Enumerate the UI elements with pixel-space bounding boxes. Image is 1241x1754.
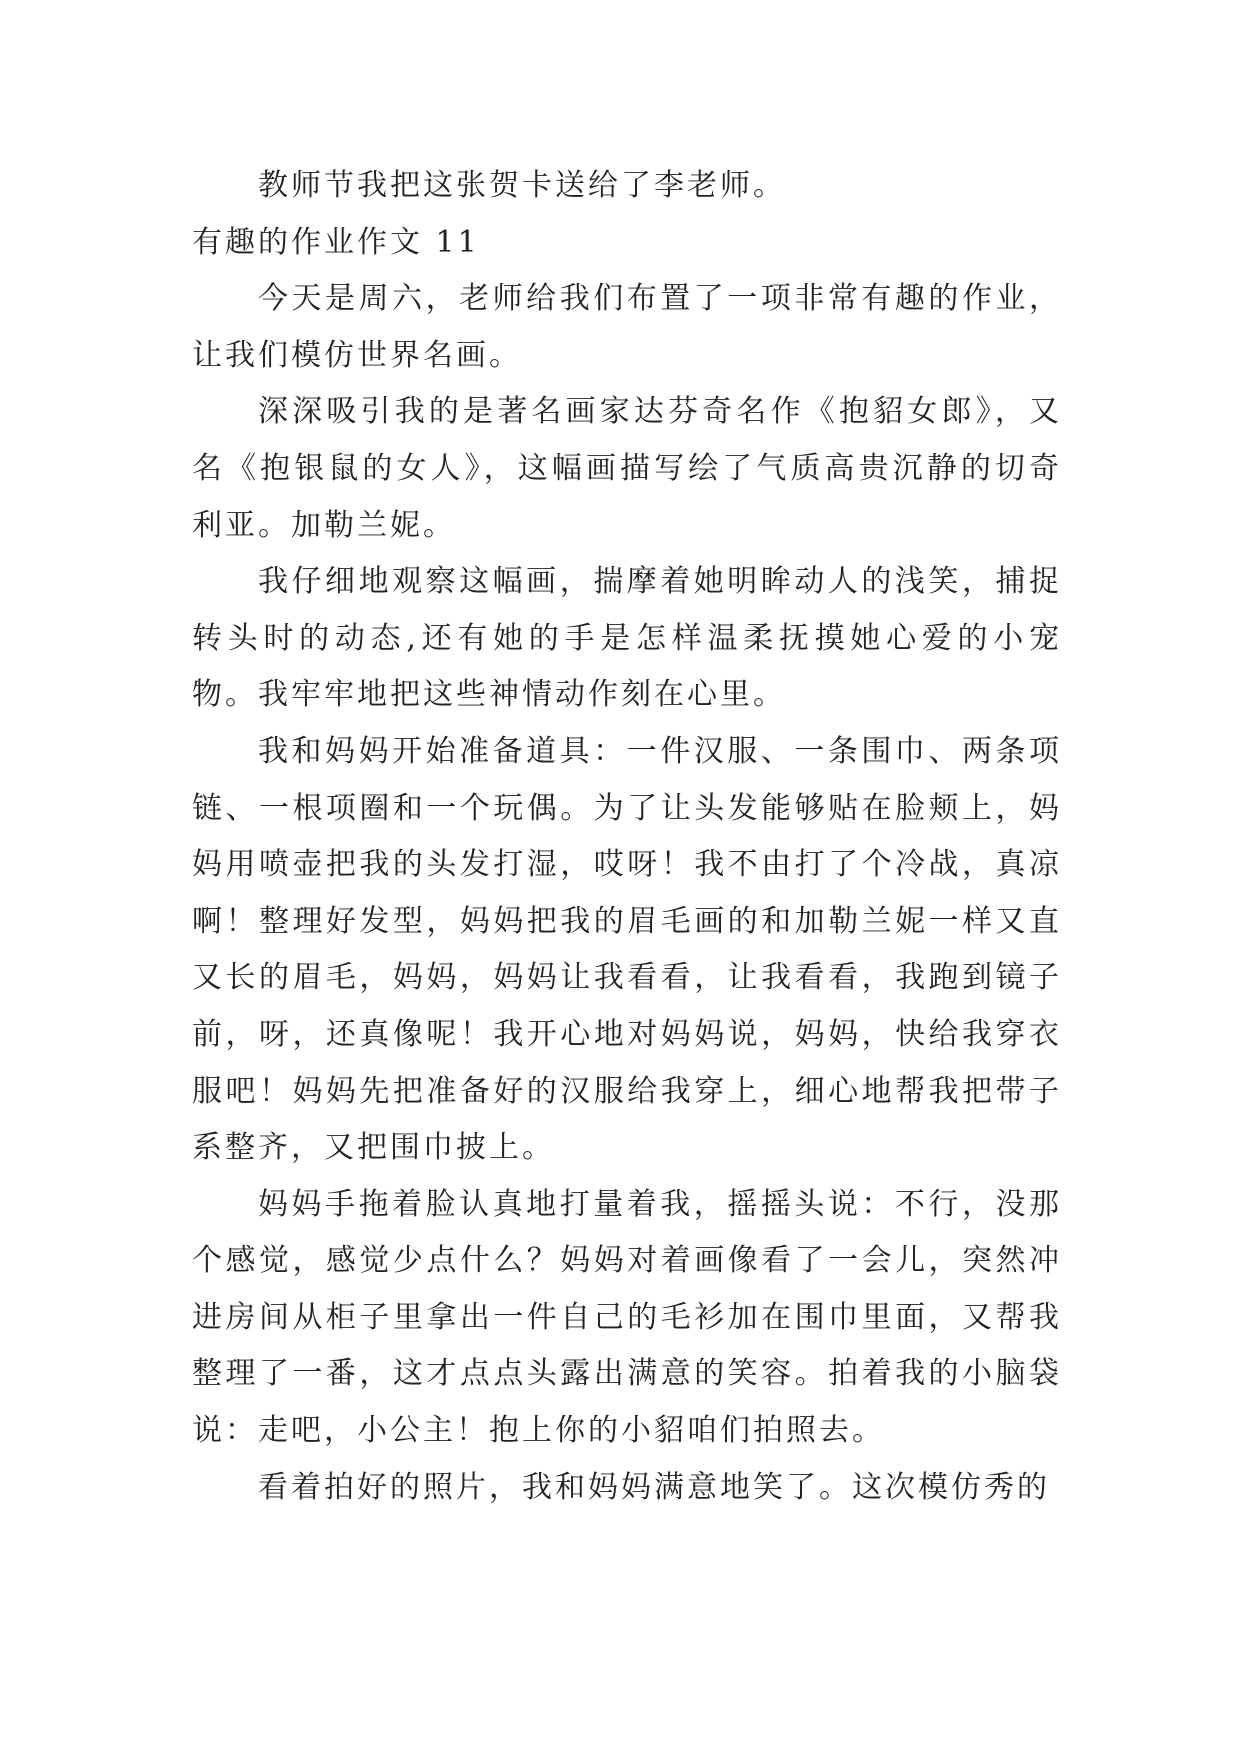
- paragraph: 我仔细地观察这幅画，揣摩着她明眸动人的浅笑，捕捉转头时的动态,还有她的手是怎样温柔抚摸她心爱的小宠物。我牢牢地把这些神情动作刻在心里。: [192, 564, 1062, 713]
- essay-title: 有趣的作业作文 11: [192, 224, 480, 260]
- document-body: [192, 158, 1062, 1516]
- paragraph: 教师节我把这张贺卡送给了李老师。: [258, 168, 786, 203]
- paragraph: 我和妈妈开始准备道具：一件汉服、一条围巾、两条项链、一根项圈和一个玩偶。为了让头发能够贴在脸颊上，妈妈用喷壶把我的头发打湿，哎呀！我不由打了个冷战，真凉啊！整理好发型，妈妈把我的眉毛画的和加勒兰妮一样又直又长的眉毛，妈妈，妈妈让我看看，让我看看，我跑到镜子前，呀，还真像呢！我开心地对妈妈说，妈妈，快给我穿衣服吧！妈妈先把准备好的汉服给我穿上，细心地帮我把带子系整齐，又把围巾披上。: [192, 733, 1062, 1166]
- paragraph: 看着拍好的照片，我和妈妈满意地笑了。这次模仿秀的: [258, 1469, 1050, 1505]
- paragraph: 今天是周六，老师给我们布置了一项非常有趣的作业，让我们模仿世界名画。: [192, 281, 1062, 373]
- paragraph: 深深吸引我的是著名画家达芬奇名作《抱貂女郎》，又名《抱银鼠的女人》，这幅画描写绘了气质高贵沉静的切奇利亚。加勒兰妮。: [192, 394, 1062, 543]
- paragraph: 妈妈手拖着脸认真地打量着我，摇摇头说：不行，没那个感觉，感觉少点什么？妈妈对着画像看了一会儿，突然冲进房间从柜子里拿出一件自己的毛衫加在围巾里面，又帮我整理了一番，这才点点头露出满意的笑容。拍着我的小脑袋说：走吧，小公主！抱上你的小貂咱们拍照去。: [192, 1186, 1062, 1449]
